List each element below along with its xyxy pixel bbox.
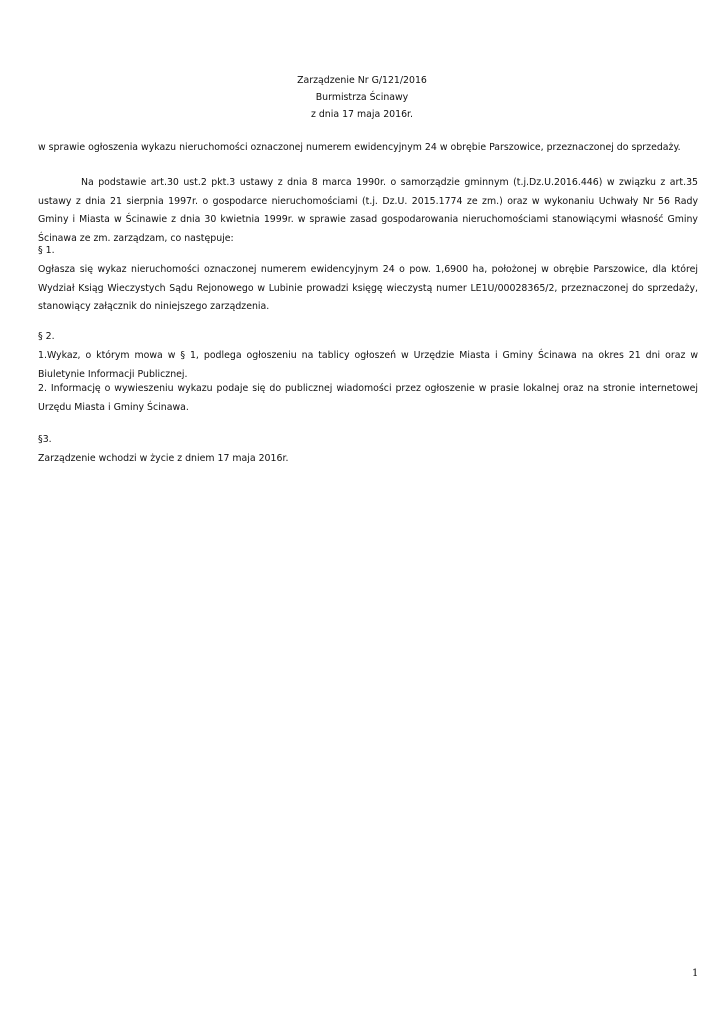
section-3-heading: §3. [38, 434, 52, 445]
ordinance-date: z dnia 17 maja 2016r. [310, 109, 414, 120]
section-1-text: Ogłasza się wykaz nieruchomości oznaczonej numerem ewidencyjnym 24 o pow. 1,6900 ha, położonej w obrębie Parszowice, dla której Wydział Ksiąg Wieczystych Sądu Rejonowego w Lubinie prowadzi księgę wieczystą numer LE1U/00028365/2, przeznaczonej do sprzedaży, stanowiący załącznik do niniejszego zarządzenia. [38, 264, 698, 313]
preamble-text: Na podstawie art.30 ust.2 pkt.3 ustawy z dnia 8 marca 1990r. o samorządzie gminnym (t.j.Dz.U.2016.446) w związku z art.35 ustawy z dnia 21 sierpnia 1997r. o gospodarce nieruchomościami (t.j. Dz.U. 2015.1774 ze zm.) oraz w wykonaniu Uchwały Nr 56 Rady Gminy i Miasta w Ścinawie z dnia 30 kwietnia 1999r. w sprawie zasad gospodarowania nieruchomościami stanowiącymi własność Gminy Ścinawa ze zm. zarządzam, co następuje: [38, 177, 698, 245]
page-number: 1 [692, 968, 699, 979]
section-2-point-1: 1.Wykaz, o którym mowa w § 1, podlega ogłoszeniu na tablicy ogłoszeń w Urzędzie Miasta i Gminy Ścinawa na okres 21 dni oraz w Biuletynie Informacji Publicznej. [38, 350, 698, 380]
document-subject: w sprawie ogłoszenia wykazu nieruchomości oznaczonej numerem ewidencyjnym 24 w obrębie Parszowice, przeznaczonej do sprzedaży. [38, 142, 681, 153]
ordinance-number: Zarządzenie Nr G/121/2016 [297, 75, 427, 86]
section-3-text: Zarządzenie wchodzi w życie z dniem 17 maja 2016r. [38, 453, 289, 464]
section-2-point-2: 2. Informację o wywieszeniu wykazu podaje się do publicznej wiadomości przez ogłoszenie w prasie lokalnej oraz na stronie internetowej Urzędu Miasta i Gminy Ścinawa. [38, 383, 698, 413]
issuer: Burmistrza Ścinawy [315, 92, 409, 103]
preamble-paragraph [38, 174, 698, 249]
section-2-heading: § 2. [38, 331, 55, 342]
document-header [0, 72, 724, 123]
section-1-heading: § 1. [38, 245, 55, 256]
